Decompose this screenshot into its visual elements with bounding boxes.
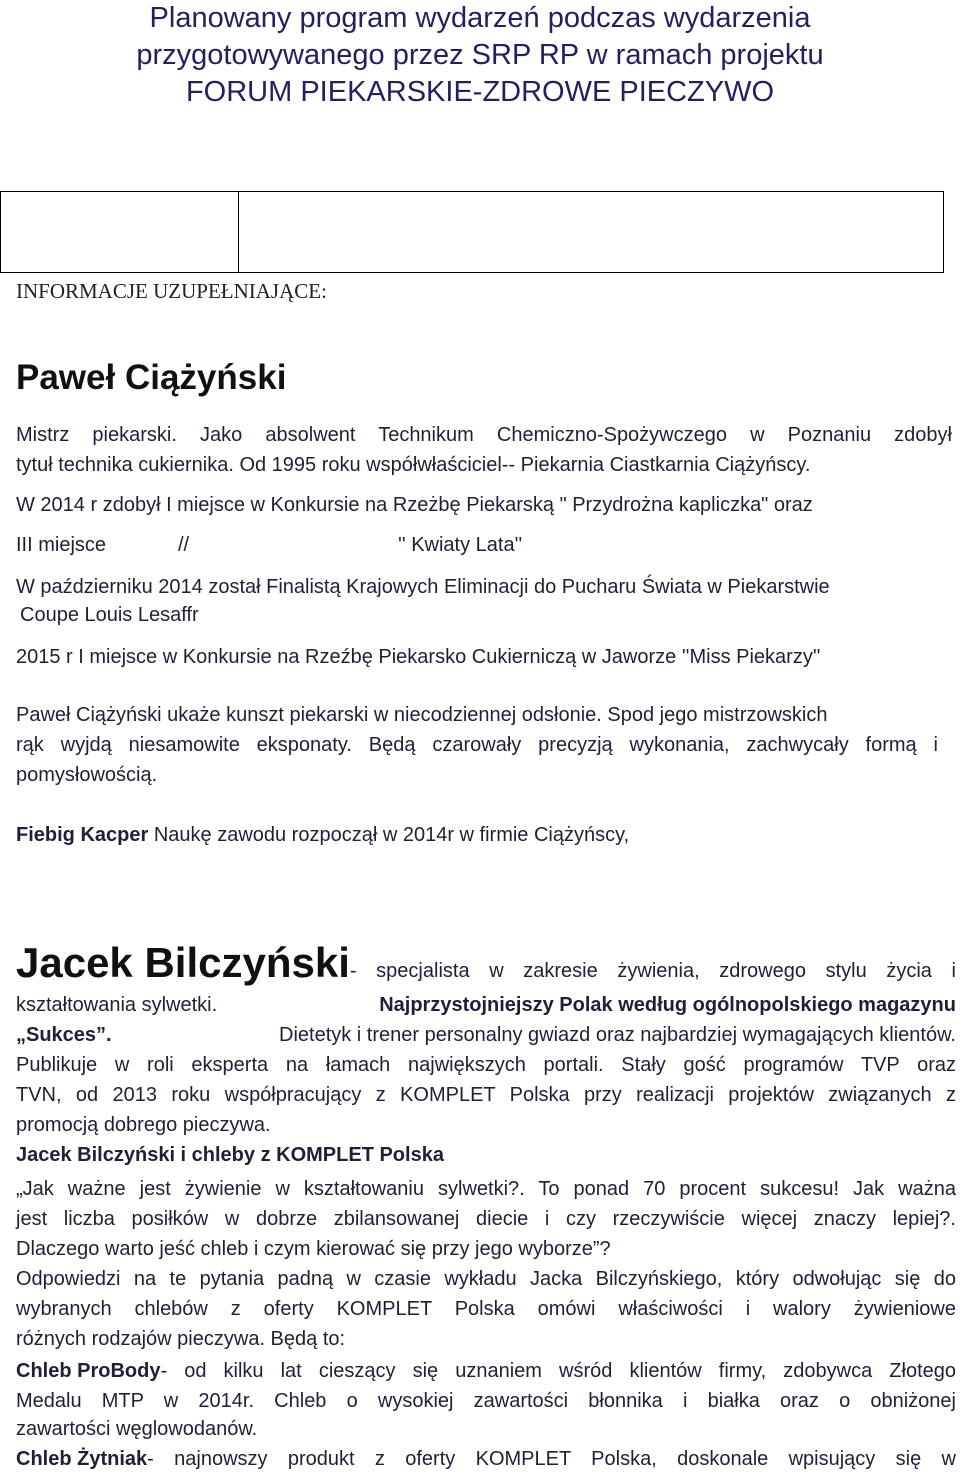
person3-line3-a: „Sukces”.	[16, 1024, 112, 1046]
bread2-line1	[16, 1444, 956, 1474]
bread1-desc1: - od kilku lat cieszący się uznaniem wśród klientów firmy, zdobywca Złotego	[160, 1360, 956, 1382]
title-line-3: FORUM PIEKARSKIE-ZDROWE PIECZYWO	[185, 76, 775, 108]
person3-line2-b: Najprzystojniejszy Polak według ogólnopolskiego magazynu	[379, 994, 956, 1016]
person3-answer-line2: wybranych chlebów z oferty KOMPLET Polska omówi właściwości i walory żywieniowe	[16, 1298, 956, 1320]
person3-line2-a: kształtowania sylwetki.	[16, 994, 218, 1016]
person1-award2-ditto: //	[178, 534, 190, 556]
person1-desc-line2: rąk wyjdą niesamowite eksponaty. Będą czarowały precyzją wykonania, zachwycały formą i	[16, 734, 938, 756]
person1-name: Paweł Ciążyński	[16, 358, 287, 397]
person3-line2	[16, 990, 956, 1020]
person3-answer-line3: różnych rodzajów pieczywa. Będą to:	[16, 1328, 346, 1350]
person3-line6: promocją dobrego pieczywa.	[16, 1114, 271, 1136]
person3-line4: Publikuje w roli eksperta na łamach największych portali. Stały gość programów TVP oraz	[16, 1054, 956, 1076]
person3-name: Jacek Bilczyński	[16, 939, 350, 986]
person1-bio-line2: tytuł technika cukiernika. Od 1995 roku współwłaściciel-- Piekarnia Ciastkarnia Ciążyńscy.	[16, 454, 811, 476]
person1-award2-title: '' Kwiaty Lata''	[398, 534, 523, 556]
title-line-1: Planowany program wydarzeń podczas wydarzenia	[149, 2, 811, 34]
person1-bio-line1: Mistrz piekarski. Jako absolwent Technikum Chemiczno-Spożywczego w Poznaniu zdobył	[16, 424, 952, 446]
bread2-name: Chleb Żytniak	[16, 1448, 148, 1470]
title-line-2: przygotowywanego przez SRP RP w ramach projektu	[136, 39, 824, 71]
person2-name: Fiebig Kacper	[16, 824, 149, 846]
bread1-name: Chleb ProBody	[16, 1360, 161, 1382]
person3-line3-b: Dietetyk i trener personalny gwiazd oraz najbardziej wymagających klientów.	[279, 1024, 956, 1046]
person3-line5: TVN, od 2013 roku współpracujący z KOMPLET Polska przy realizacji projektów związanych z	[16, 1084, 956, 1106]
person1-desc-line3: pomysłowością.	[16, 764, 158, 786]
person2-text: Naukę zawodu rozpoczął w 2014r w firmie Ciążyńscy,	[148, 824, 630, 846]
bread1-line2: Medalu MTP w 2014r. Chleb o wysokiej zawartości błonnika i białka oraz o obniżonej	[16, 1390, 956, 1412]
person1-desc-line1: Paweł Ciążyński ukaże kunszt piekarski w niecodziennej odsłonie. Spod jego mistrzowskich	[16, 704, 828, 726]
person3-question-line2: jest liczba posiłków w dobrze zbilansowanej diecie i czy rzeczywiście więcej znaczy lepiej?.	[16, 1208, 956, 1230]
bread1-line1	[16, 1356, 956, 1386]
person3-intro	[16, 938, 956, 996]
person3-question-line3: Dlaczego warto jeść chleb i czym kierować się przy jego wyborze”?	[16, 1238, 611, 1260]
person1-award4: 2015 r I miejsce w Konkursie na Rzeźbę Piekarsko Cukierniczą w Jaworze ''Miss Piekarzy''	[16, 646, 821, 668]
person3-subheading: Jacek Bilczyński i chleby z KOMPLET Polska	[16, 1144, 444, 1166]
person1-award3-line2: Coupe Louis Lesaffr	[20, 604, 199, 626]
person3-answer-line1: Odpowiedzi na te pytania padną w czasie wykładu Jacka Bilczyńskiego, który odwołując się do	[16, 1268, 956, 1290]
person1-award3-line1: W październiku 2014 został Finalistą Krajowych Eliminacji do Pucharu Świata w Piekarstwie	[16, 576, 830, 598]
person3-question-line1: „Jak ważne jest żywienie w kształtowaniu sylwetki?. To ponad 70 procent sukcesu! Jak ważna	[16, 1178, 956, 1200]
person2-paragraph	[16, 820, 629, 850]
person1-award2-place: III miejsce	[16, 534, 107, 556]
bread1-line3: zawartości węglowodanów.	[16, 1418, 258, 1440]
bread2-desc1: - najnowszy produkt z oferty KOMPLET Polska, doskonale wpisujący się w	[147, 1448, 956, 1470]
page-title	[0, 0, 960, 111]
person1-award1: W 2014 r zdobył I miejsce w Konkursie na Rzeżbę Piekarską " Przydrożna kapliczka" oraz	[16, 494, 813, 516]
info-heading: INFORMACJE UZUPEŁNIAJĄCE:	[16, 279, 327, 303]
person3-line3	[16, 1020, 956, 1050]
person3-intro-rest: - specjalista w zakresie żywienia, zdrowego stylu życia i	[349, 960, 956, 982]
table-column-divider	[238, 192, 239, 272]
schedule-table	[0, 191, 944, 273]
